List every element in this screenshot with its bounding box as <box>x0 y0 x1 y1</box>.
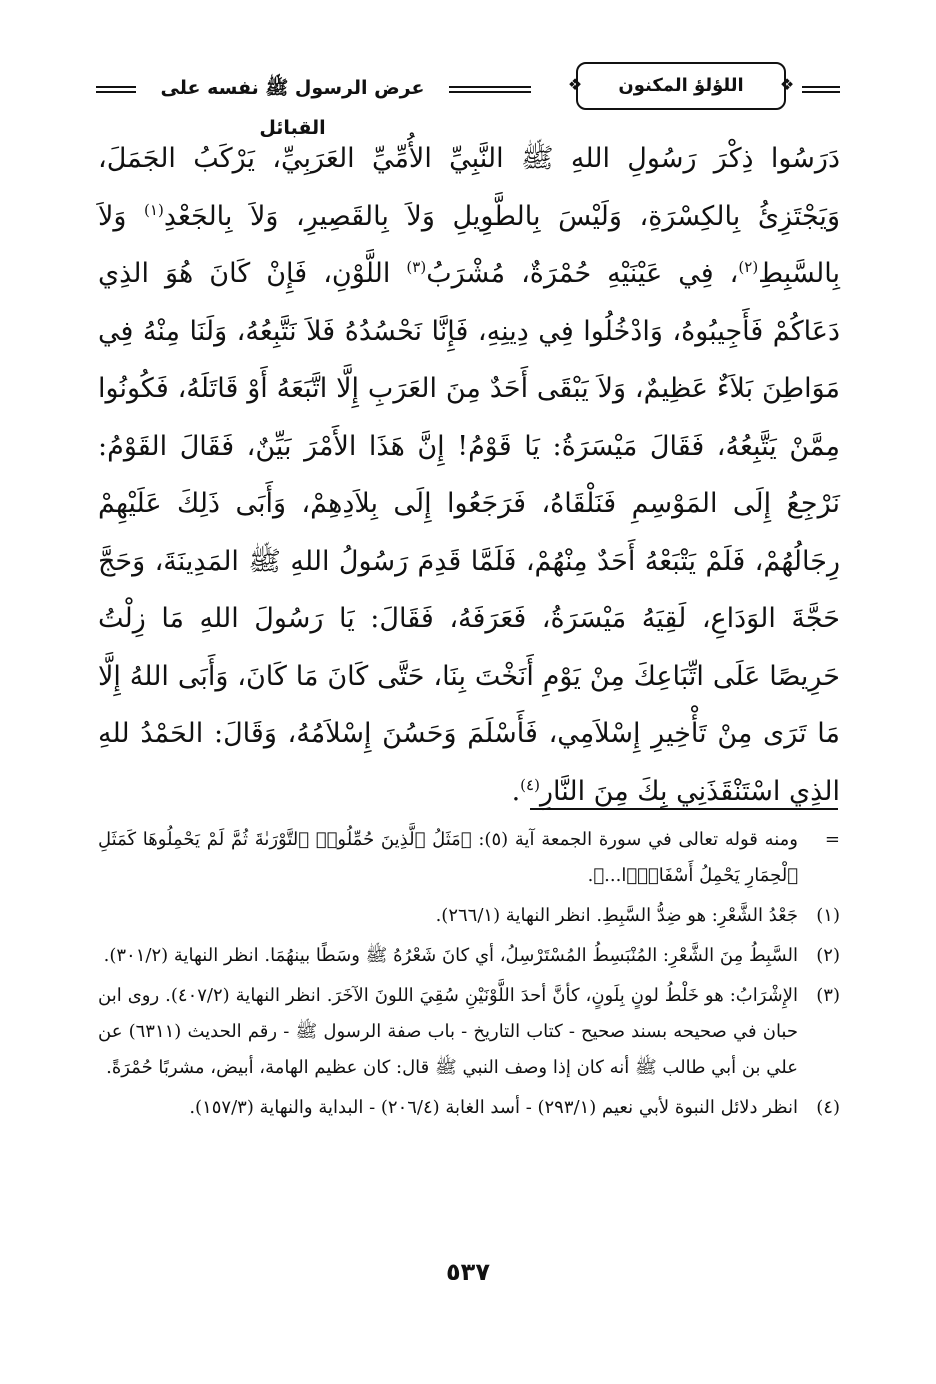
text-segment: ، فِي عَيْنَيْهِ حُمْرَةٌ، مُشْرَبُ <box>426 258 739 289</box>
footnote-ref-3[interactable]: (٣) <box>406 258 427 276</box>
footnote-2 <box>98 938 840 974</box>
footnote-text: جَعْدُ الشَّعْرِ: هو ضِدُّ السَّبِطِ. انظر النهاية (٢٦٦/١). <box>435 905 798 926</box>
text-segment: دَرَسُوا ذِكْرَ رَسُولِ اللهِ ﷺ النَّبِيِّ الأُمِّيِّ العَرَبِيِّ، يَرْكَبُ الجَمَلَ، وَيَجْتَزِئُ بِالكِسْرَةِ، وَلَيْسَ بِالطَّوِيلِ وَلاَ بِالقَصِيرِ، وَلاَ بِالجَعْدِ <box>98 143 840 232</box>
footnote-4 <box>98 1090 840 1126</box>
running-header <box>96 56 840 139</box>
book-title-badge <box>567 62 795 110</box>
footnote-text: ومنه قوله تعالى في سورة الجمعة آية (٥): ﴿مَثَلُ ٱلَّذِينَ حُمِّلُوا۟ ٱلتَّوْرَىٰةَ ثُمَّ لَمْ يَحْمِلُوهَا كَمَثَلِ ٱلْحِمَارِ يَحْمِلُ أَسْفَارًۢا...﴾. <box>98 829 799 886</box>
text-segment: وَلاَ بِالسَّبِطِ <box>98 200 841 289</box>
footnote-3 <box>98 978 840 1086</box>
text-segment: اللَّوْنِ، فَإِنْ كَانَ هُوَ الذِي دَعَاكُمْ فَأَجِيبُوهُ، وَادْخُلُوا فِي دِينِهِ، فَإِنَّا نَحْسُدُهُ فَلاَ نَتَّبِعُهُ، وَلَنَا مِنْهُ فِي مَوَاطِنَ بَلاَءٌ عَظِيمٌ، وَلاَ يَبْقَى أَحَدٌ مِنَ العَرَبِ إِلَّا اتَّبَعَهُ أَوْ قَاتَلَهُ، فَكُونُوا مِمَّنْ يَتَّبِعُهُ، فَقَالَ مَيْسَرَةُ: يَا قَوْمُ! إِنَّ هَذَا الأَمْرَ بَيِّنٌ، فَقَالَ القَوْمُ: نَرْجِعُ إِلَى المَوْسِمِ فَنَلْقَاهُ، فَرَجَعُوا إِلَى بِلاَدِهِمْ، وَأَبَى ذَلِكَ عَلَيْهِمْ رِجَالُهُمْ، فَلَمْ يَتْبَعْهُ أَحَدٌ مِنْهُمْ، فَلَمَّا قَدِمَ رَسُولُ اللهِ ﷺ المَدِينَةَ، وَحَجَّ حَجَّةَ الوَدَاعِ، لَقِيَهُ مَيْسَرَةُ، فَعَرَفَهُ، فَقَالَ: يَا رَسُولَ اللهِ مَا زِلْتُ حَرِيصًا عَلَى اتِّبَاعِكَ مِنْ يَوْمِ أَنَخْتَ بِنَا، حَتَّى كَانَ مَا كَانَ، وَأَبَى اللهُ إِلَّا مَا تَرَى مِنْ تَأْخِيرِ إِسْلاَمِي، فَأَسْلَمَ وَحَسُنَ إِسْلاَمُهُ، وَقَالَ: الحَمْدُ للهِ الذِي اسْتَنْقَذَنِي بِكَ مِنَ النَّارِ <box>98 258 840 807</box>
footnote-text: انظر دلائل النبوة لأبي نعيم (٢٩٣/١) - أسد الغابة (٢٠٦/٤) - البداية والنهاية (١٥٧/٣). <box>189 1097 798 1118</box>
footnote-mark: (٣) <box>816 985 840 1006</box>
footnote-mark: (١) <box>816 905 840 926</box>
footnote-mark: = <box>824 829 840 850</box>
footnotes <box>98 822 840 1130</box>
footnote-ref-2[interactable]: (٢) <box>738 258 759 276</box>
text-segment: . <box>511 775 521 807</box>
book-title: اللؤلؤ المكنون <box>618 75 744 96</box>
footnote-ref-4[interactable]: (٤) <box>520 775 540 794</box>
ornament-icon: ❖ <box>567 75 583 94</box>
main-paragraph <box>98 130 840 820</box>
header-rule <box>449 86 531 93</box>
footnote-continued <box>98 822 840 894</box>
footnote-ref-1[interactable]: (١) <box>144 200 164 219</box>
header-rule <box>96 86 136 93</box>
footnote-1 <box>98 898 840 934</box>
ornament-icon: ❖ <box>779 75 795 94</box>
footnote-text: السَّبِطُ مِنَ الشَّعْرِ: المُنْبَسِطُ المُسْتَرْسِلُ، أي كانَ شَعْرُهُ ﷺ وسَطًا بينهُمَا. انظر النهاية (٣٠١/٢). <box>103 945 798 966</box>
footnote-separator <box>530 808 838 810</box>
page-number: ٥٣٧ <box>446 1258 490 1286</box>
chapter-title: عرض الرسول ﷺ نفسه على القبائل <box>160 77 425 139</box>
footnote-mark: (٢) <box>816 945 840 966</box>
header-rule <box>802 86 840 93</box>
footnote-text: الإِشْرَابُ: هو خَلْطُ لونٍ بِلَونٍ، كأنَّ أحدَ اللَّوْنَيْنِ سُقِيَ اللونَ الآخَرَ. انظر النهاية (٤٠٧/٢). روى ابن حبان في صحيحه بسند صحيح - كتاب التاريخ - باب صفة الرسول ﷺ - رقم الحديث (٦٣١١) عن علي بن أبي طالب ﷺ أنه كان إذا وصف النبي ﷺ قال: كان عظيم الهامة، أبيض، مشربًا حُمْرَةً. <box>98 985 798 1078</box>
footnote-mark: (٤) <box>816 1097 840 1118</box>
main-text <box>98 130 840 820</box>
